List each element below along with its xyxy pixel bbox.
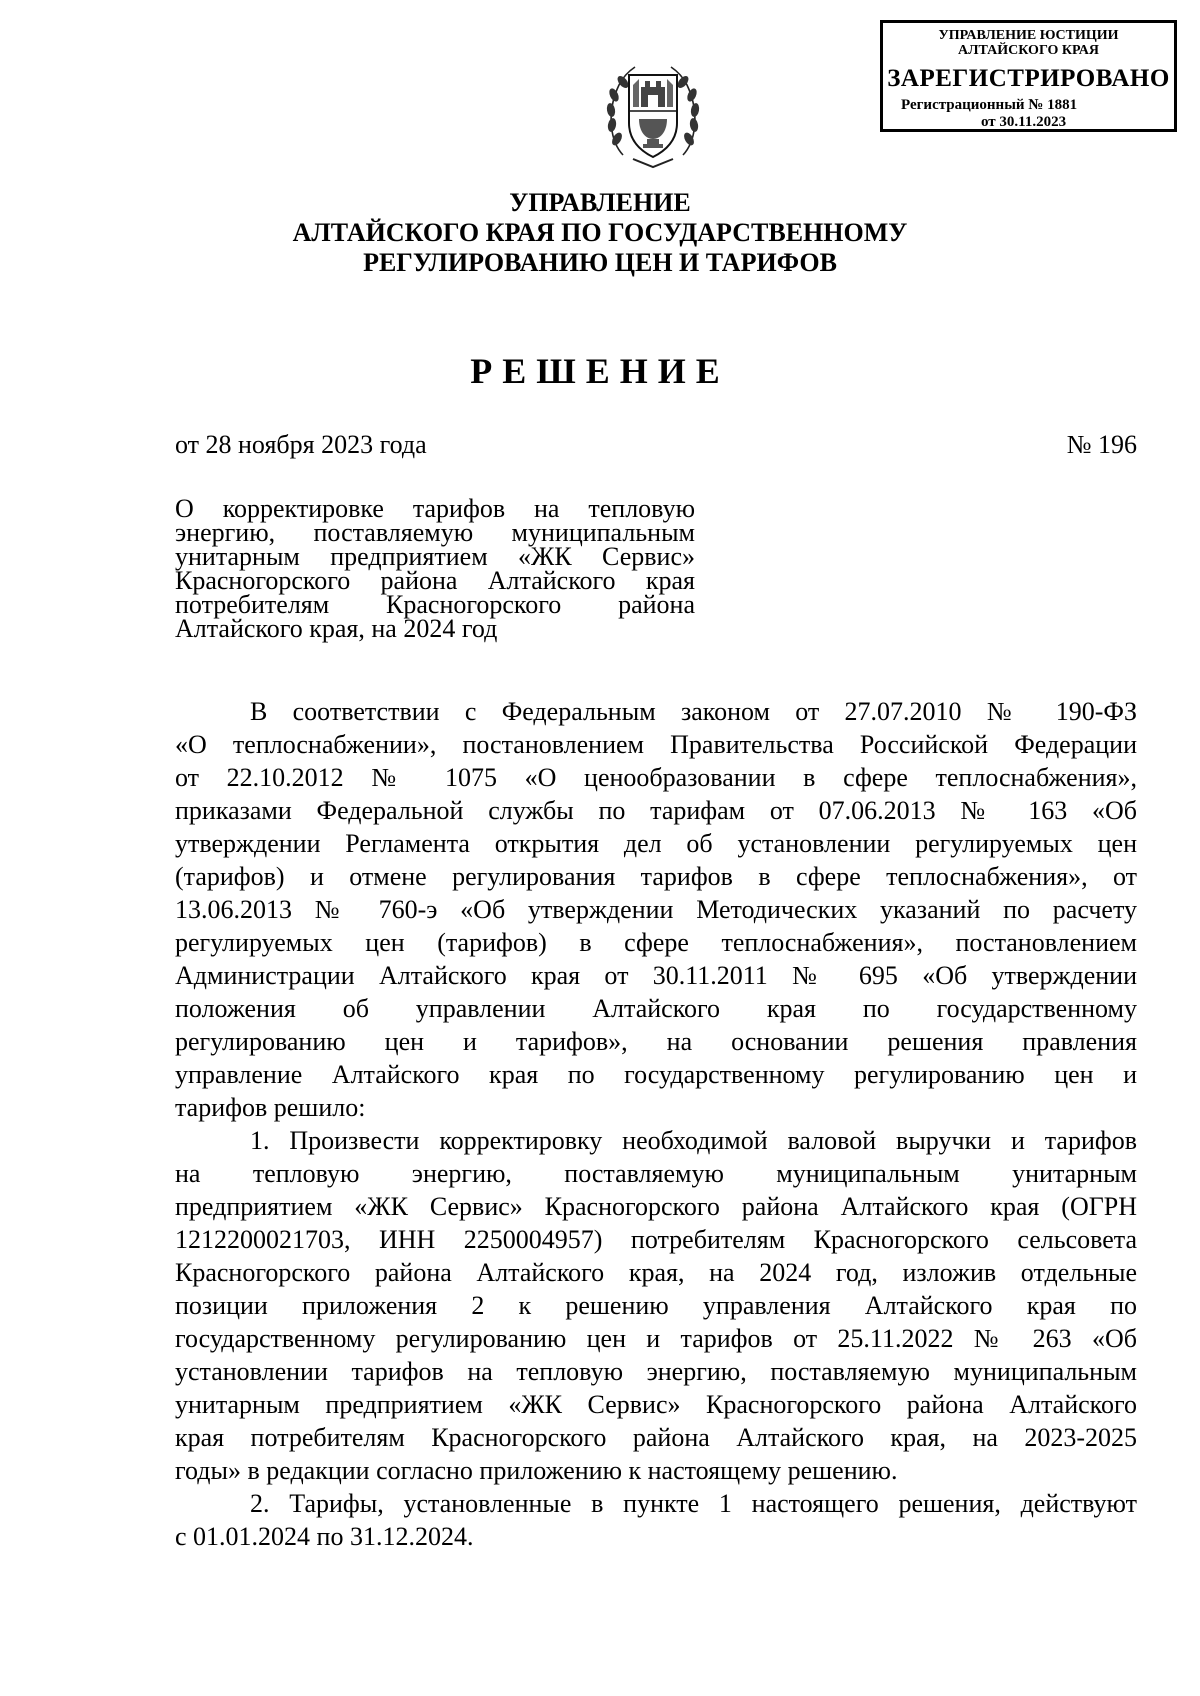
registration-stamp xyxy=(880,20,1177,132)
document-subject xyxy=(175,494,695,643)
document-number: № 196 xyxy=(1066,430,1137,459)
issuing-authority xyxy=(200,188,1000,278)
stamp-status: ЗАРЕГИСТРИРОВАНО xyxy=(887,65,1170,92)
body-line: приказами Федеральной службы по тарифам от 07.06.2013 № 163 «Об xyxy=(175,796,1137,825)
document-type-title: РЕШЕНИЕ xyxy=(470,351,730,391)
org-line-1: УПРАВЛЕНИЕ xyxy=(509,188,691,217)
body-line: (тарифов) и отмене регулирования тарифов в сфере теплоснабжения», от xyxy=(175,862,1137,891)
document-body xyxy=(175,695,1137,1553)
body-line: на тепловую энергию, поставляемую муниципальным унитарным xyxy=(175,1159,1137,1188)
body-line: позиции приложения 2 к решению управления Алтайского края по xyxy=(175,1291,1137,1320)
body-line: положения об управлении Алтайского края по государственному xyxy=(175,994,1137,1023)
subject-line: потребителям Красногорского района xyxy=(175,590,695,619)
body-line: с 01.01.2024 по 31.12.2024. xyxy=(175,1522,474,1551)
item-2-paragraph xyxy=(175,1487,1137,1553)
subject-line: Алтайского края, на 2024 год xyxy=(175,614,498,643)
body-line: Красногорского района Алтайского края, на 2024 год, изложив отдельные xyxy=(175,1258,1137,1287)
preamble-paragraph xyxy=(175,695,1137,1124)
subject-line: энергию, поставляемую муниципальным xyxy=(175,518,695,547)
body-line: тарифов решило: xyxy=(175,1093,366,1122)
body-line: 1. Произвести корректировку необходимой валовой выручки и тарифов xyxy=(250,1126,1137,1155)
body-line: предприятием «ЖК Сервис» Красногорского района Алтайского края (ОГРН xyxy=(175,1192,1137,1221)
subject-line: О корректировке тарифов на тепловую xyxy=(175,494,695,523)
body-line: регулированию цен и тарифов», на основании решения правления xyxy=(175,1027,1137,1056)
body-line: регулируемых цен (тарифов) в сфере теплоснабжения», постановлением xyxy=(175,928,1137,957)
body-line: «О теплоснабжении», постановлением Правительства Российской Федерации xyxy=(175,730,1137,759)
altai-krai-coat-of-arms-icon xyxy=(603,55,703,170)
body-line: унитарным предприятием «ЖК Сервис» Красногорского района Алтайского xyxy=(175,1390,1137,1419)
stamp-reg-number: Регистрационный № 1881 xyxy=(901,97,1078,113)
body-line: установлении тарифов на тепловую энергию, поставляемую муниципальным xyxy=(175,1357,1137,1386)
stamp-reg-date: от 30.11.2023 xyxy=(981,114,1067,130)
subject-line: Красногорского района Алтайского края xyxy=(175,566,695,595)
body-line: Администрации Алтайского края от 30.11.2011 № 695 «Об утверждении xyxy=(175,961,1137,990)
body-line: 2. Тарифы, установленные в пункте 1 настоящего решения, действуют xyxy=(250,1489,1137,1518)
org-line-3: РЕГУЛИРОВАНИЮ ЦЕН И ТАРИФОВ xyxy=(363,248,837,277)
item-1-paragraph xyxy=(175,1124,1137,1487)
org-line-2: АЛТАЙСКОГО КРАЯ ПО ГОСУДАРСТВЕННОМУ xyxy=(292,218,908,247)
body-line: управление Алтайского края по государственному регулированию цен и xyxy=(175,1060,1137,1089)
stamp-authority: УПРАВЛЕНИЕ ЮСТИЦИИ АЛТАЙСКОГО КРАЯ xyxy=(938,28,1119,58)
body-line: 1212200021703, ИНН 2250004957) потребителям Красногорского сельсовета xyxy=(175,1225,1137,1254)
body-line: государственному регулированию цен и тарифов от 25.11.2022 № 263 «Об xyxy=(175,1324,1137,1353)
body-line: от 22.10.2012 № 1075 «О ценообразовании в сфере теплоснабжения», xyxy=(175,763,1137,792)
body-line: 13.06.2013 № 760-э «Об утверждении Методических указаний по расчету xyxy=(175,895,1137,924)
body-line: В соответствии с Федеральным законом от 27.07.2010 № 190-ФЗ xyxy=(250,697,1137,726)
subject-line: унитарным предприятием «ЖК Сервис» xyxy=(175,542,695,571)
document-date: от 28 ноября 2023 года xyxy=(175,430,427,459)
body-line: края потребителям Красногорского района Алтайского края, на 2023-2025 xyxy=(175,1423,1137,1452)
body-line: утверждении Регламента открытия дел об установлении регулируемых цен xyxy=(175,829,1137,858)
body-line: годы» в редакции согласно приложению к настоящему решению. xyxy=(175,1456,898,1485)
